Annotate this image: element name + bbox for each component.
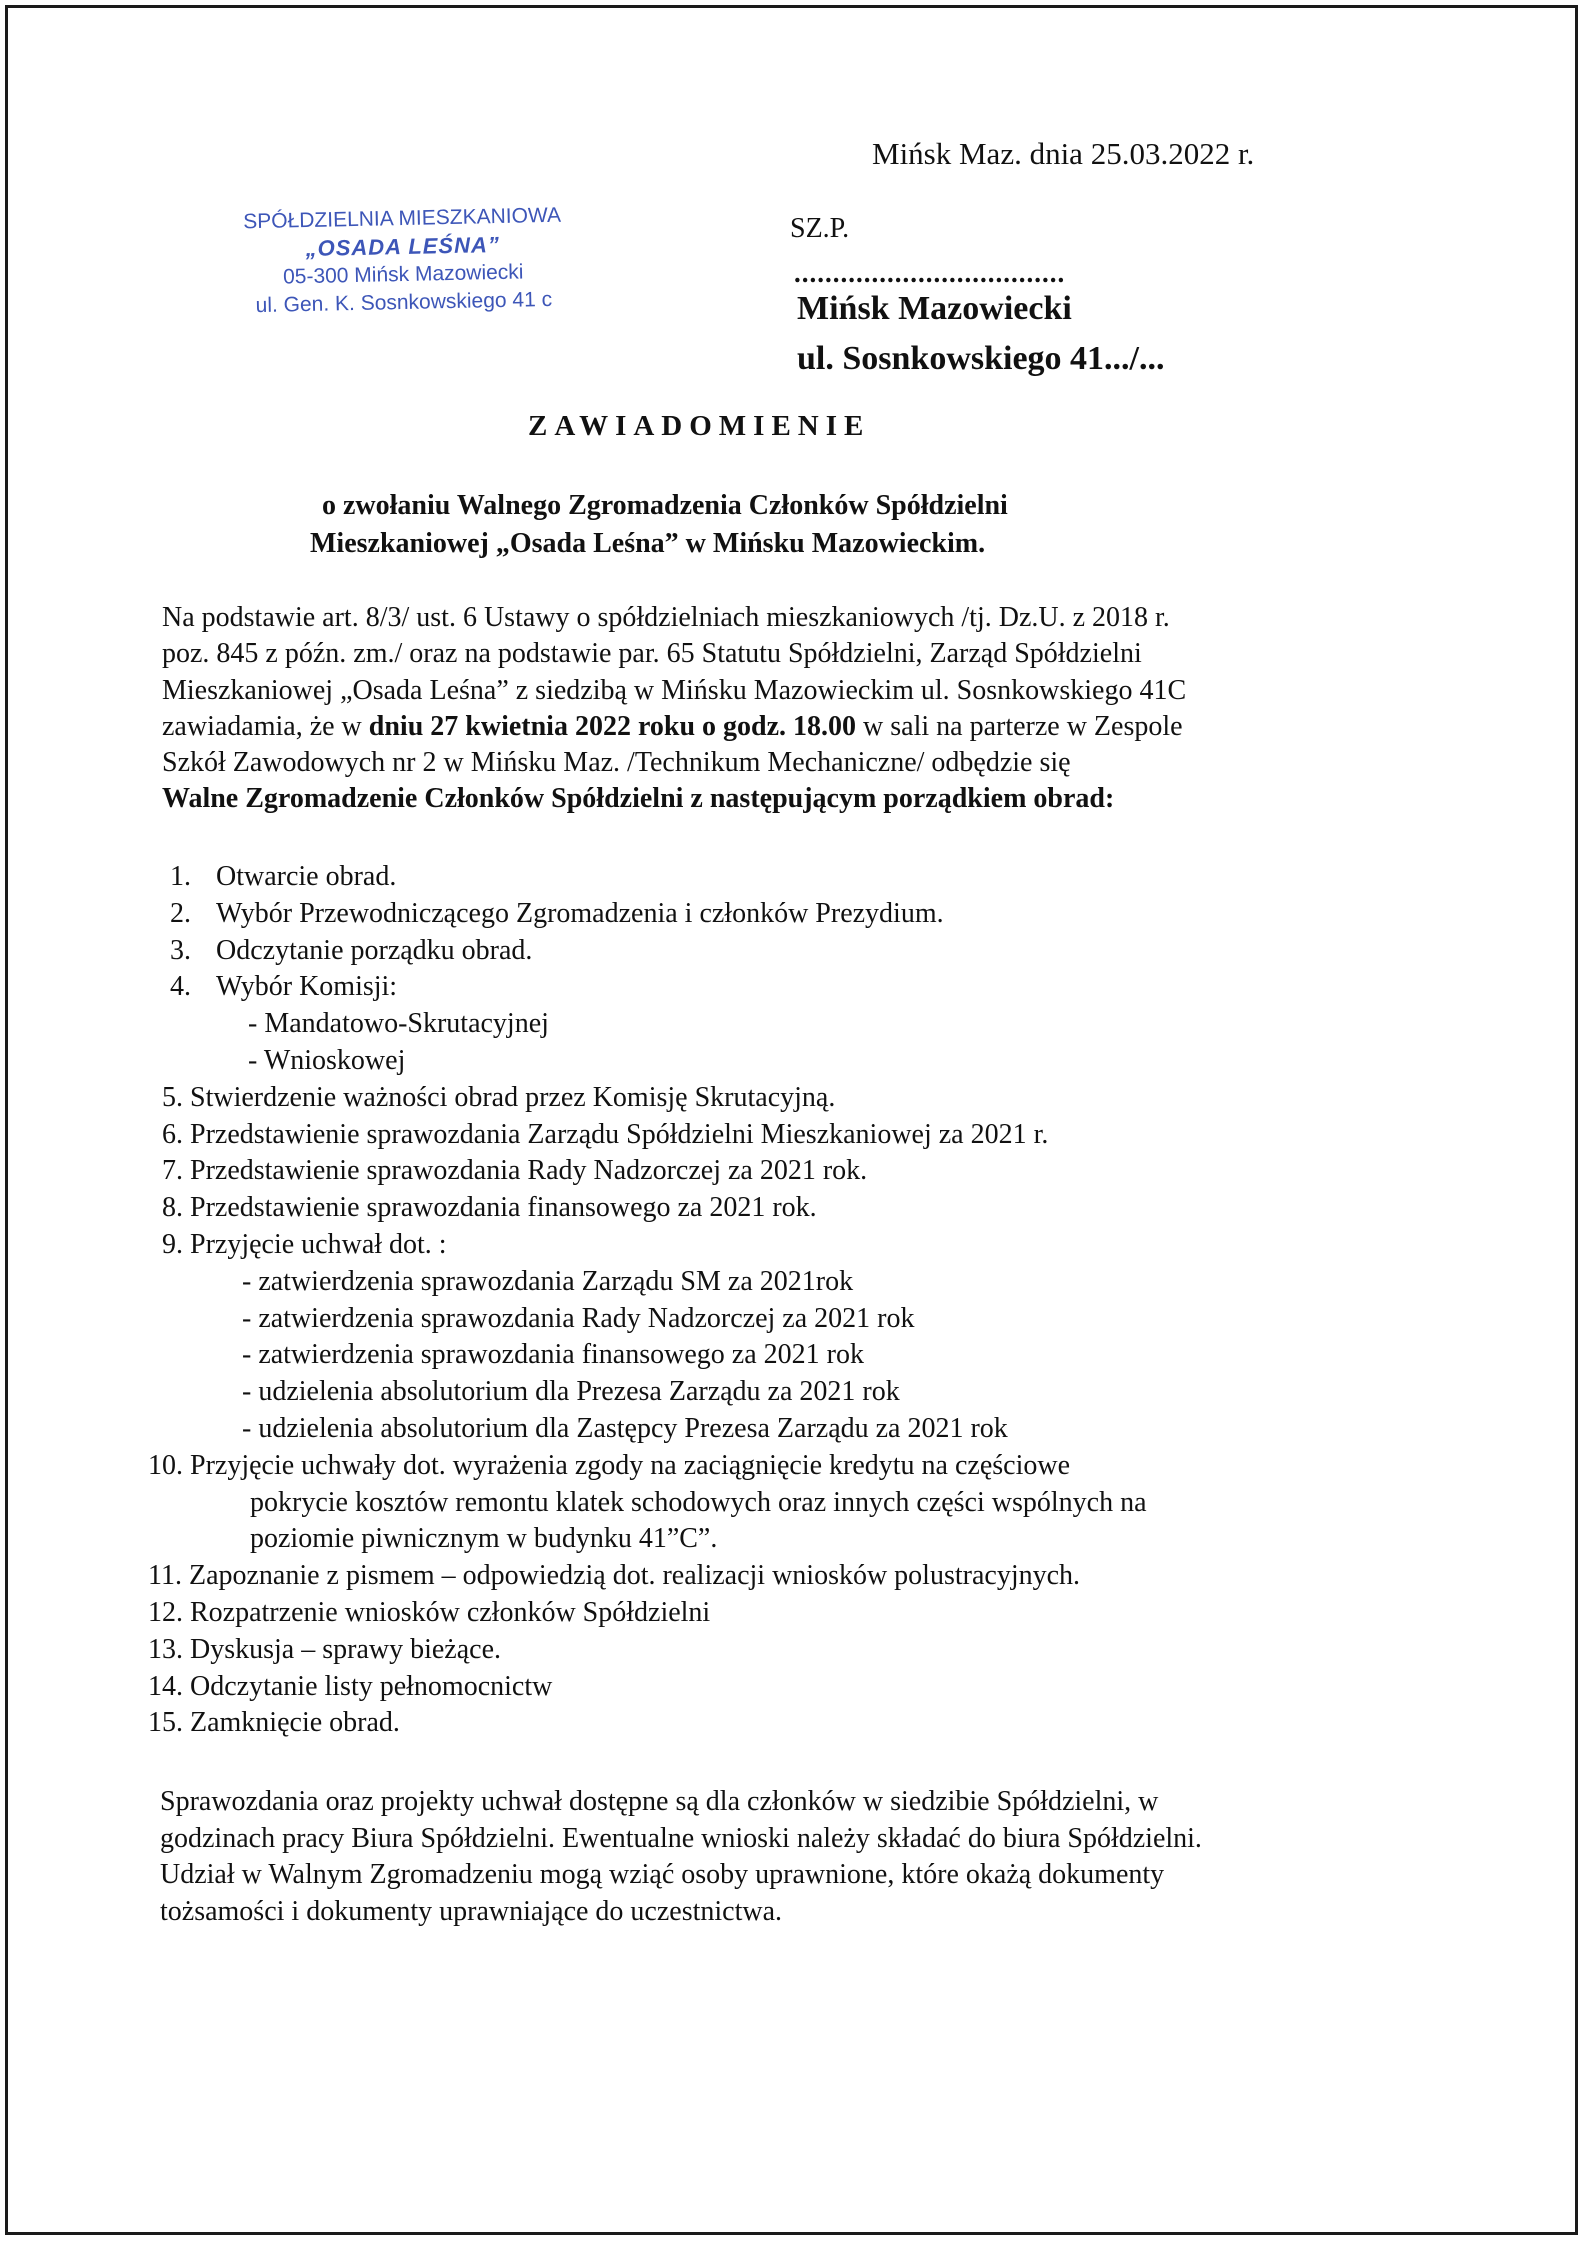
intro-line: Szkół Zawodowych nr 2 w Mińsku Maz. /Technikum Mechaniczne/ odbędzie się bbox=[162, 747, 1071, 779]
intro-line: Na podstawie art. 8/3/ ust. 6 Ustawy o spółdzielniach mieszkaniowych /tj. Dz.U. z 2018 r. bbox=[162, 602, 1170, 633]
agenda-subitem: - udzielenia absolutorium dla Zastępcy Prezesa Zarządu za 2021 rok bbox=[242, 1412, 1008, 1444]
agenda-item: 14. Odczytanie listy pełnomocnictw bbox=[148, 1670, 553, 1702]
agenda-subitem: - zatwierdzenia sprawozdania Rady Nadzorczej za 2021 rok bbox=[242, 1302, 915, 1334]
intro-line bbox=[162, 781, 1186, 817]
agenda-item-continuation: pokrycie kosztów remontu klatek schodowych oraz innych części wspólnych na bbox=[250, 1486, 1147, 1518]
intro-line bbox=[162, 709, 1186, 745]
date-line: Mińsk Maz. dnia 25.03.2022 r. bbox=[872, 136, 1255, 171]
subtitle-line: Mieszkaniowej „Osada Leśna” w Mińsku Mazowieckim. bbox=[310, 528, 986, 559]
agenda-item-continuation: poziomie piwnicznym w budynku 41”C”. bbox=[250, 1523, 718, 1555]
closing-line: godzinach pracy Biura Spółdzielni. Ewentualne wnioski należy składać do biura Spółdzielni. bbox=[160, 1822, 1202, 1854]
stamp-line: ul. Gen. K. Sosnkowskiego 41 c bbox=[255, 287, 553, 318]
agenda-subitem: - Wnioskowej bbox=[248, 1044, 406, 1076]
agenda-text: Otwarcie obrad. bbox=[216, 861, 397, 892]
stamp-line: 05-300 Mińsk Mazowiecki bbox=[282, 260, 524, 289]
recipient-city: Mińsk Mazowiecki bbox=[797, 290, 1072, 327]
agenda-text: Wybór Przewodniczącego Zgromadzenia i członków Prezydium. bbox=[216, 897, 944, 929]
agenda-item: 7. Przedstawienie sprawozdania Rady Nadzorczej za 2021 rok. bbox=[162, 1155, 868, 1187]
agenda-list bbox=[148, 859, 1147, 1742]
stamp-line: SPÓŁDZIELNIA MIESZKANIOWA bbox=[242, 203, 562, 234]
agenda-text: Odczytanie porządku obrad. bbox=[216, 934, 533, 966]
agenda-number: 2. bbox=[170, 897, 191, 929]
intro-line: poz. 845 z późn. zm./ oraz na podstawie par. 65 Statutu Spółdzielni, Zarząd Spółdzielni bbox=[162, 638, 1142, 670]
agenda-number: 1. bbox=[170, 861, 191, 892]
agenda-item: 6. Przedstawienie sprawozdania Zarządu Spółdzielni Mieszkaniowej za 2021 r. bbox=[162, 1118, 1049, 1150]
intro-paragraph bbox=[162, 600, 1186, 818]
agenda-item: 9. Przyjęcie uchwał dot. : bbox=[162, 1228, 447, 1260]
intro-text: zawiadamia, że w bbox=[162, 710, 369, 742]
agenda-item bbox=[170, 933, 1147, 970]
meeting-datetime: dniu 27 kwietnia 2022 roku o godz. 18.00 bbox=[368, 710, 857, 742]
cooperative-stamp bbox=[217, 201, 589, 321]
agenda-item: 8. Przedstawienie sprawozdania finansowego za 2021 rok. bbox=[162, 1192, 817, 1224]
agenda-subitem: - zatwierdzenia sprawozdania Zarządu SM za 2021rok bbox=[242, 1265, 854, 1297]
agenda-subitem: - Mandatowo-Skrutacyjnej bbox=[248, 1008, 549, 1040]
agenda-subitem: - udzielenia absolutorium dla Prezesa Zarządu za 2021 rok bbox=[242, 1376, 900, 1408]
agenda-item: 13. Dyskusja – sprawy bieżące. bbox=[148, 1633, 502, 1665]
agenda-text: Wybór Komisji: bbox=[216, 971, 398, 1003]
stamp-line: „OSADA LEŚNA” bbox=[305, 231, 501, 262]
agenda-number: 4. bbox=[170, 971, 191, 1003]
closing-line: Sprawozdania oraz projekty uchwał dostępne są dla członków w siedzibie Spółdzielni, w bbox=[160, 1786, 1159, 1817]
subtitle-line: o zwołaniu Walnego Zgromadzenia Członków Spółdzielni bbox=[322, 490, 1008, 521]
salutation: SZ.P. bbox=[790, 213, 850, 244]
recipient-street: ul. Sosnkowskiego 41.../... bbox=[797, 340, 1165, 377]
intro-text: w sali na parterze w Zespole bbox=[856, 710, 1183, 742]
closing-line: Udział w Walnym Zgromadzeniu mogą wziąć osoby uprawnione, które okażą dokumenty bbox=[160, 1859, 1165, 1890]
agenda-number: 3. bbox=[170, 934, 191, 966]
agenda-item bbox=[170, 969, 1147, 1006]
intro-line: Mieszkaniowej „Osada Leśna” z siedzibą w Mińsku Mazowieckim ul. Sosnkowskiego 41C bbox=[162, 674, 1187, 706]
agenda-item bbox=[170, 896, 1147, 933]
agenda-subitem: - zatwierdzenia sprawozdania finansowego za 2021 rok bbox=[242, 1339, 864, 1371]
intro-bold-line: Walne Zgromadzenie Członków Spółdzielni z następującym porządkiem obrad: bbox=[162, 783, 1115, 815]
agenda-item: 15. Zamknięcie obrad. bbox=[148, 1707, 400, 1739]
document-title: ZAWIADOMIENIE bbox=[528, 410, 871, 442]
recipient-dots: ................................... bbox=[794, 258, 1066, 288]
agenda-item: 12. Rozpatrzenie wniosków członków Spółdzielni bbox=[148, 1596, 711, 1628]
agenda-item: 10. Przyjęcie uchwały dot. wyrażenia zgody na zaciągnięcie kredytu na częściowe bbox=[148, 1449, 1071, 1481]
agenda-item: 5. Stwierdzenie ważności obrad przez Komisję Skrutacyjną. bbox=[162, 1081, 836, 1113]
agenda-item bbox=[170, 859, 1147, 896]
closing-line: tożsamości i dokumenty uprawniające do uczestnictwa. bbox=[160, 1895, 783, 1927]
agenda-item: 11. Zapoznanie z pismem – odpowiedzią dot. realizacji wniosków polustracyjnych. bbox=[148, 1560, 1081, 1592]
closing-paragraph bbox=[160, 1784, 1202, 1930]
